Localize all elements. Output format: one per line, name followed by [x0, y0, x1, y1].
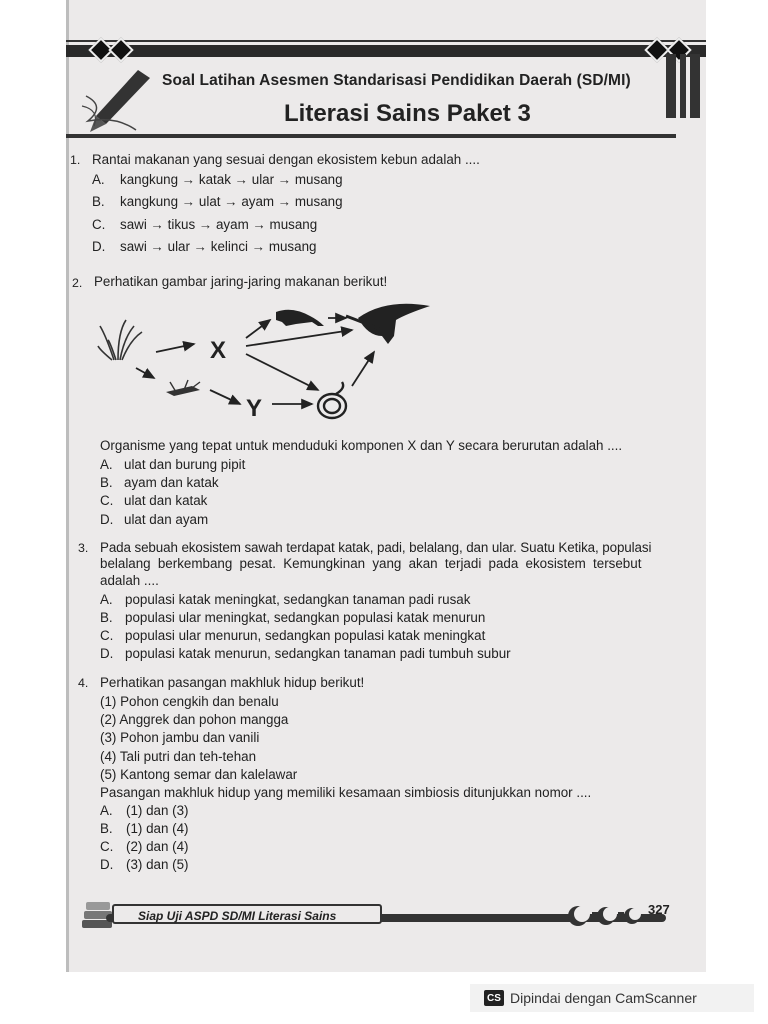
- q3-stem-line1: Pada sebuah ekosistem sawah terdapat katak, padi, belalang, dan ular. Suatu Ketika, populasi: [100, 540, 652, 555]
- q3-option-d: D. populasi katak menurun, sedangkan tanaman padi tumbuh subur: [100, 646, 511, 661]
- label-y: Y: [246, 395, 263, 422]
- pen-icon: [76, 66, 156, 136]
- q3-number: 3.: [78, 541, 89, 555]
- q1-option-d: D. sawi → ular → kelinci → musang: [92, 239, 317, 254]
- q4-stem: Perhatikan pasangan makhluk hidup berikut!: [100, 675, 365, 690]
- q2-option-b: B. ayam dan katak: [100, 475, 219, 490]
- q1-option-b: B. kangkung → ulat → ayam → musang: [92, 194, 343, 209]
- q2-option-a: A. ulat dan burung pipit: [100, 457, 246, 472]
- q3-option-c: C. populasi ular menurun, sedangkan populasi katak meningkat: [100, 628, 486, 643]
- q4-item-5: (5) Kantong semar dan kalelawar: [100, 767, 298, 782]
- header-stripe-block: [666, 54, 702, 118]
- camscanner-logo-icon: CS: [484, 990, 504, 1006]
- food-web-diagram: [96, 296, 436, 436]
- snake-icon: [318, 382, 346, 418]
- camscanner-watermark: [470, 984, 754, 1012]
- q3-option-b: B. populasi ular meningkat, sedangkan populasi katak menurun: [100, 610, 486, 625]
- q4-question: Pasangan makhluk hidup yang memiliki kesamaan simbiosis ditunjukkan nomor ....: [100, 785, 592, 800]
- q4-option-c: C. (2) dan (4): [100, 839, 189, 854]
- eagle-icon: [346, 304, 430, 344]
- q3-stem-line3: adalah ....: [100, 573, 159, 588]
- q1-option-c: C. sawi → tikus → ayam → musang: [92, 217, 318, 232]
- header-bottom-line: [66, 134, 676, 138]
- q2-option-c: C. ulat dan katak: [100, 493, 208, 508]
- q3-option-a: A. populasi katak meningkat, sedangkan tanaman padi rusak: [100, 592, 471, 607]
- q4-item-4: (4) Tali putri dan teh-tehan: [100, 749, 257, 764]
- mongoose-icon: [276, 310, 324, 326]
- q4-option-a: A. (1) dan (3): [100, 803, 189, 818]
- grasshopper-icon: [166, 380, 200, 396]
- page-header: [66, 40, 706, 140]
- header-bar: [66, 45, 706, 57]
- q1-number: 1.: [70, 153, 81, 167]
- q1-option-a: A. kangkung → katak → ular → musang: [92, 172, 343, 187]
- q4-number: 4.: [78, 676, 89, 690]
- page-number: 327: [648, 902, 670, 917]
- header-subtitle: Soal Latihan Asesmen Standarisasi Pendidikan Daerah (SD/MI): [162, 72, 631, 89]
- q2-option-d: D. ulat dan ayam: [100, 512, 209, 527]
- q3-stem-line2: belalang berkembang pesat. Kemungkinan yang akan terjadi pada ekosistem tersebut: [100, 556, 642, 571]
- q4-item-2: (2) Anggrek dan pohon mangga: [100, 712, 289, 727]
- crescent-decoration-icon: [566, 904, 646, 928]
- q4-option-d: D. (3) dan (5): [100, 857, 189, 872]
- q4-item-1: (1) Pohon cengkih dan benalu: [100, 694, 279, 709]
- q2-question: Organisme yang tepat untuk menduduki komponen X dan Y secara berurutan adalah ....: [100, 438, 623, 453]
- q4-option-b: B. (1) dan (4): [100, 821, 189, 836]
- header-top-line: [66, 40, 706, 42]
- camscanner-text: Dipindai dengan CamScanner: [510, 990, 697, 1006]
- q2-stem: Perhatikan gambar jaring-jaring makanan berikut!: [94, 274, 388, 289]
- page-title: Literasi Sains Paket 3: [284, 100, 531, 127]
- label-x: X: [210, 337, 227, 364]
- q1-stem: Rantai makanan yang sesuai dengan ekosistem kebun adalah ....: [92, 152, 480, 167]
- page-footer: [66, 890, 706, 940]
- grass-icon: [98, 320, 142, 360]
- q2-number: 2.: [72, 276, 83, 290]
- q4-item-3: (3) Pohon jambu dan vanili: [100, 730, 260, 745]
- scan-edge: [66, 0, 69, 972]
- footer-label: Siap Uji ASPD SD/MI Literasi Sains: [112, 904, 382, 924]
